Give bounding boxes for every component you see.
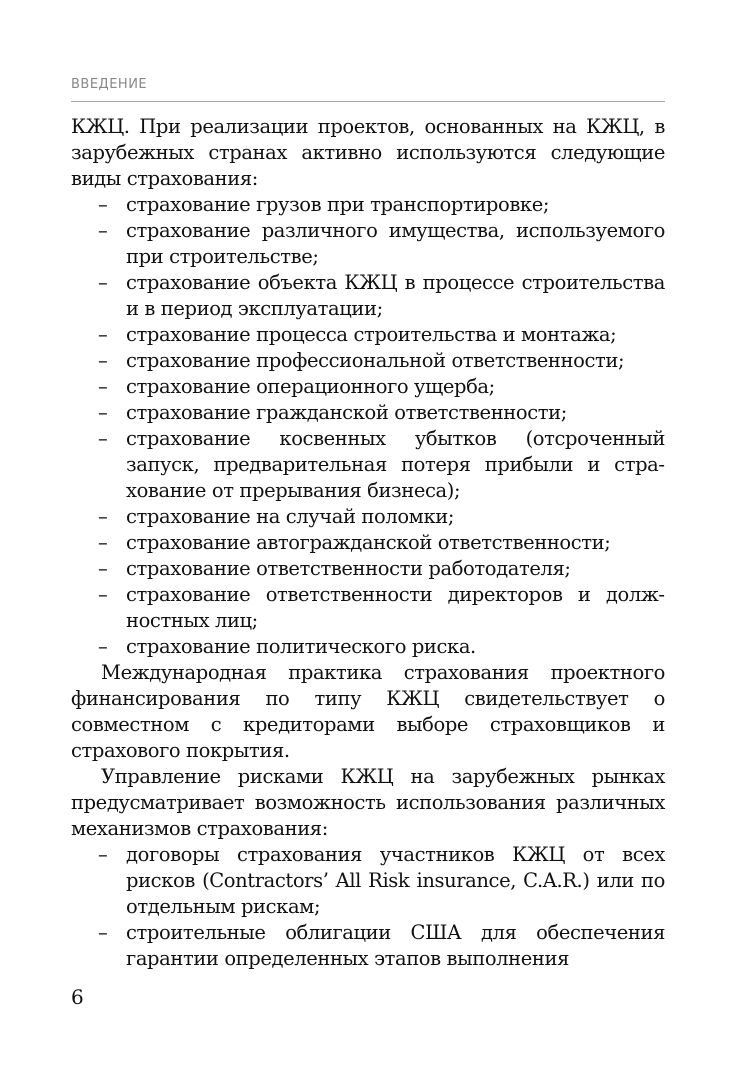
list-item — [71, 322, 665, 348]
risk-management-paragraph: Управление рисками КЖЦ на зарубежных рынках предусматривает возможность использования различных механизмов страхования: — [71, 765, 665, 840]
list-item — [71, 504, 665, 530]
list-item-text: страхование грузов при транспортировке; — [126, 193, 550, 216]
list-item-text: страхование процесса строительства и монтажа; — [126, 323, 617, 346]
list-dash: – — [98, 843, 108, 866]
list-dash: – — [98, 271, 108, 294]
list-item — [71, 842, 665, 920]
list-item-text: страхование профессиональной ответственности; — [126, 349, 625, 372]
list-item-text: страхование косвенных убытков (отсроченный запуск, предварительная потеря прибыли и страхование от прерывания бизнеса); — [126, 427, 665, 502]
list-item-text: страхование на случай поломки; — [126, 505, 454, 528]
list-item — [71, 218, 665, 270]
list-item — [71, 374, 665, 400]
list-dash: – — [98, 921, 108, 944]
list-item-text: строительные облигации США для обеспечения гарантии определенных этапов выполнения — [126, 921, 665, 970]
list-item-text: договоры страхования участников КЖЦ от всех рисков (Contractors’ All Risk insurance, C.A.R.) или по отдельным рискам; — [126, 843, 665, 918]
list-item — [71, 348, 665, 374]
list-item — [71, 192, 665, 218]
list-item-text: страхование политического риска. — [126, 635, 476, 658]
list-dash: – — [98, 557, 108, 580]
list-dash: – — [98, 427, 108, 450]
list-item-text: страхование гражданской ответственности; — [126, 401, 567, 424]
list-dash: – — [98, 401, 108, 424]
list-item — [71, 270, 665, 322]
insurance-types-list — [71, 192, 665, 660]
page-number: 6 — [71, 985, 84, 1009]
intro-paragraph: КЖЦ. При реализации проектов, основанных на КЖЦ, в зарубежных странах активно используются следующие виды страхования: — [71, 115, 665, 190]
list-item-text: страхование различного имущества, используемого при строительстве; — [126, 219, 665, 268]
list-dash: – — [98, 583, 108, 606]
running-head: ВВЕДЕНИЕ — [71, 77, 148, 92]
list-item-text: страхование автогражданской ответственности; — [126, 531, 611, 554]
list-item — [71, 400, 665, 426]
list-dash: – — [98, 635, 108, 658]
list-dash: – — [98, 219, 108, 242]
list-dash: – — [98, 193, 108, 216]
list-dash: – — [98, 323, 108, 346]
list-item — [71, 426, 665, 504]
insurance-mechanisms-list — [71, 842, 665, 972]
list-dash: – — [98, 505, 108, 528]
list-item — [71, 582, 665, 634]
list-item — [71, 530, 665, 556]
practice-paragraph: Международная практика страхования проектного финансирования по типу КЖЦ свидетельствует о совместном с кредиторами выборе страховщиков и страхового покрытия. — [71, 661, 665, 762]
list-item — [71, 556, 665, 582]
list-item-text: страхование операционного ущерба; — [126, 375, 495, 398]
list-item — [71, 634, 665, 660]
list-dash: – — [98, 531, 108, 554]
list-item — [71, 920, 665, 972]
list-dash: – — [98, 349, 108, 372]
list-item-text: страхование ответственности директоров и должностных лиц; — [126, 583, 665, 632]
body-text — [71, 114, 665, 972]
list-item-text: страхование ответственности работодателя; — [126, 557, 571, 580]
list-dash: – — [98, 375, 108, 398]
list-item-text: страхование объекта КЖЦ в процессе строительства и в период эксплуатации; — [126, 271, 665, 320]
header-divider — [71, 101, 665, 102]
